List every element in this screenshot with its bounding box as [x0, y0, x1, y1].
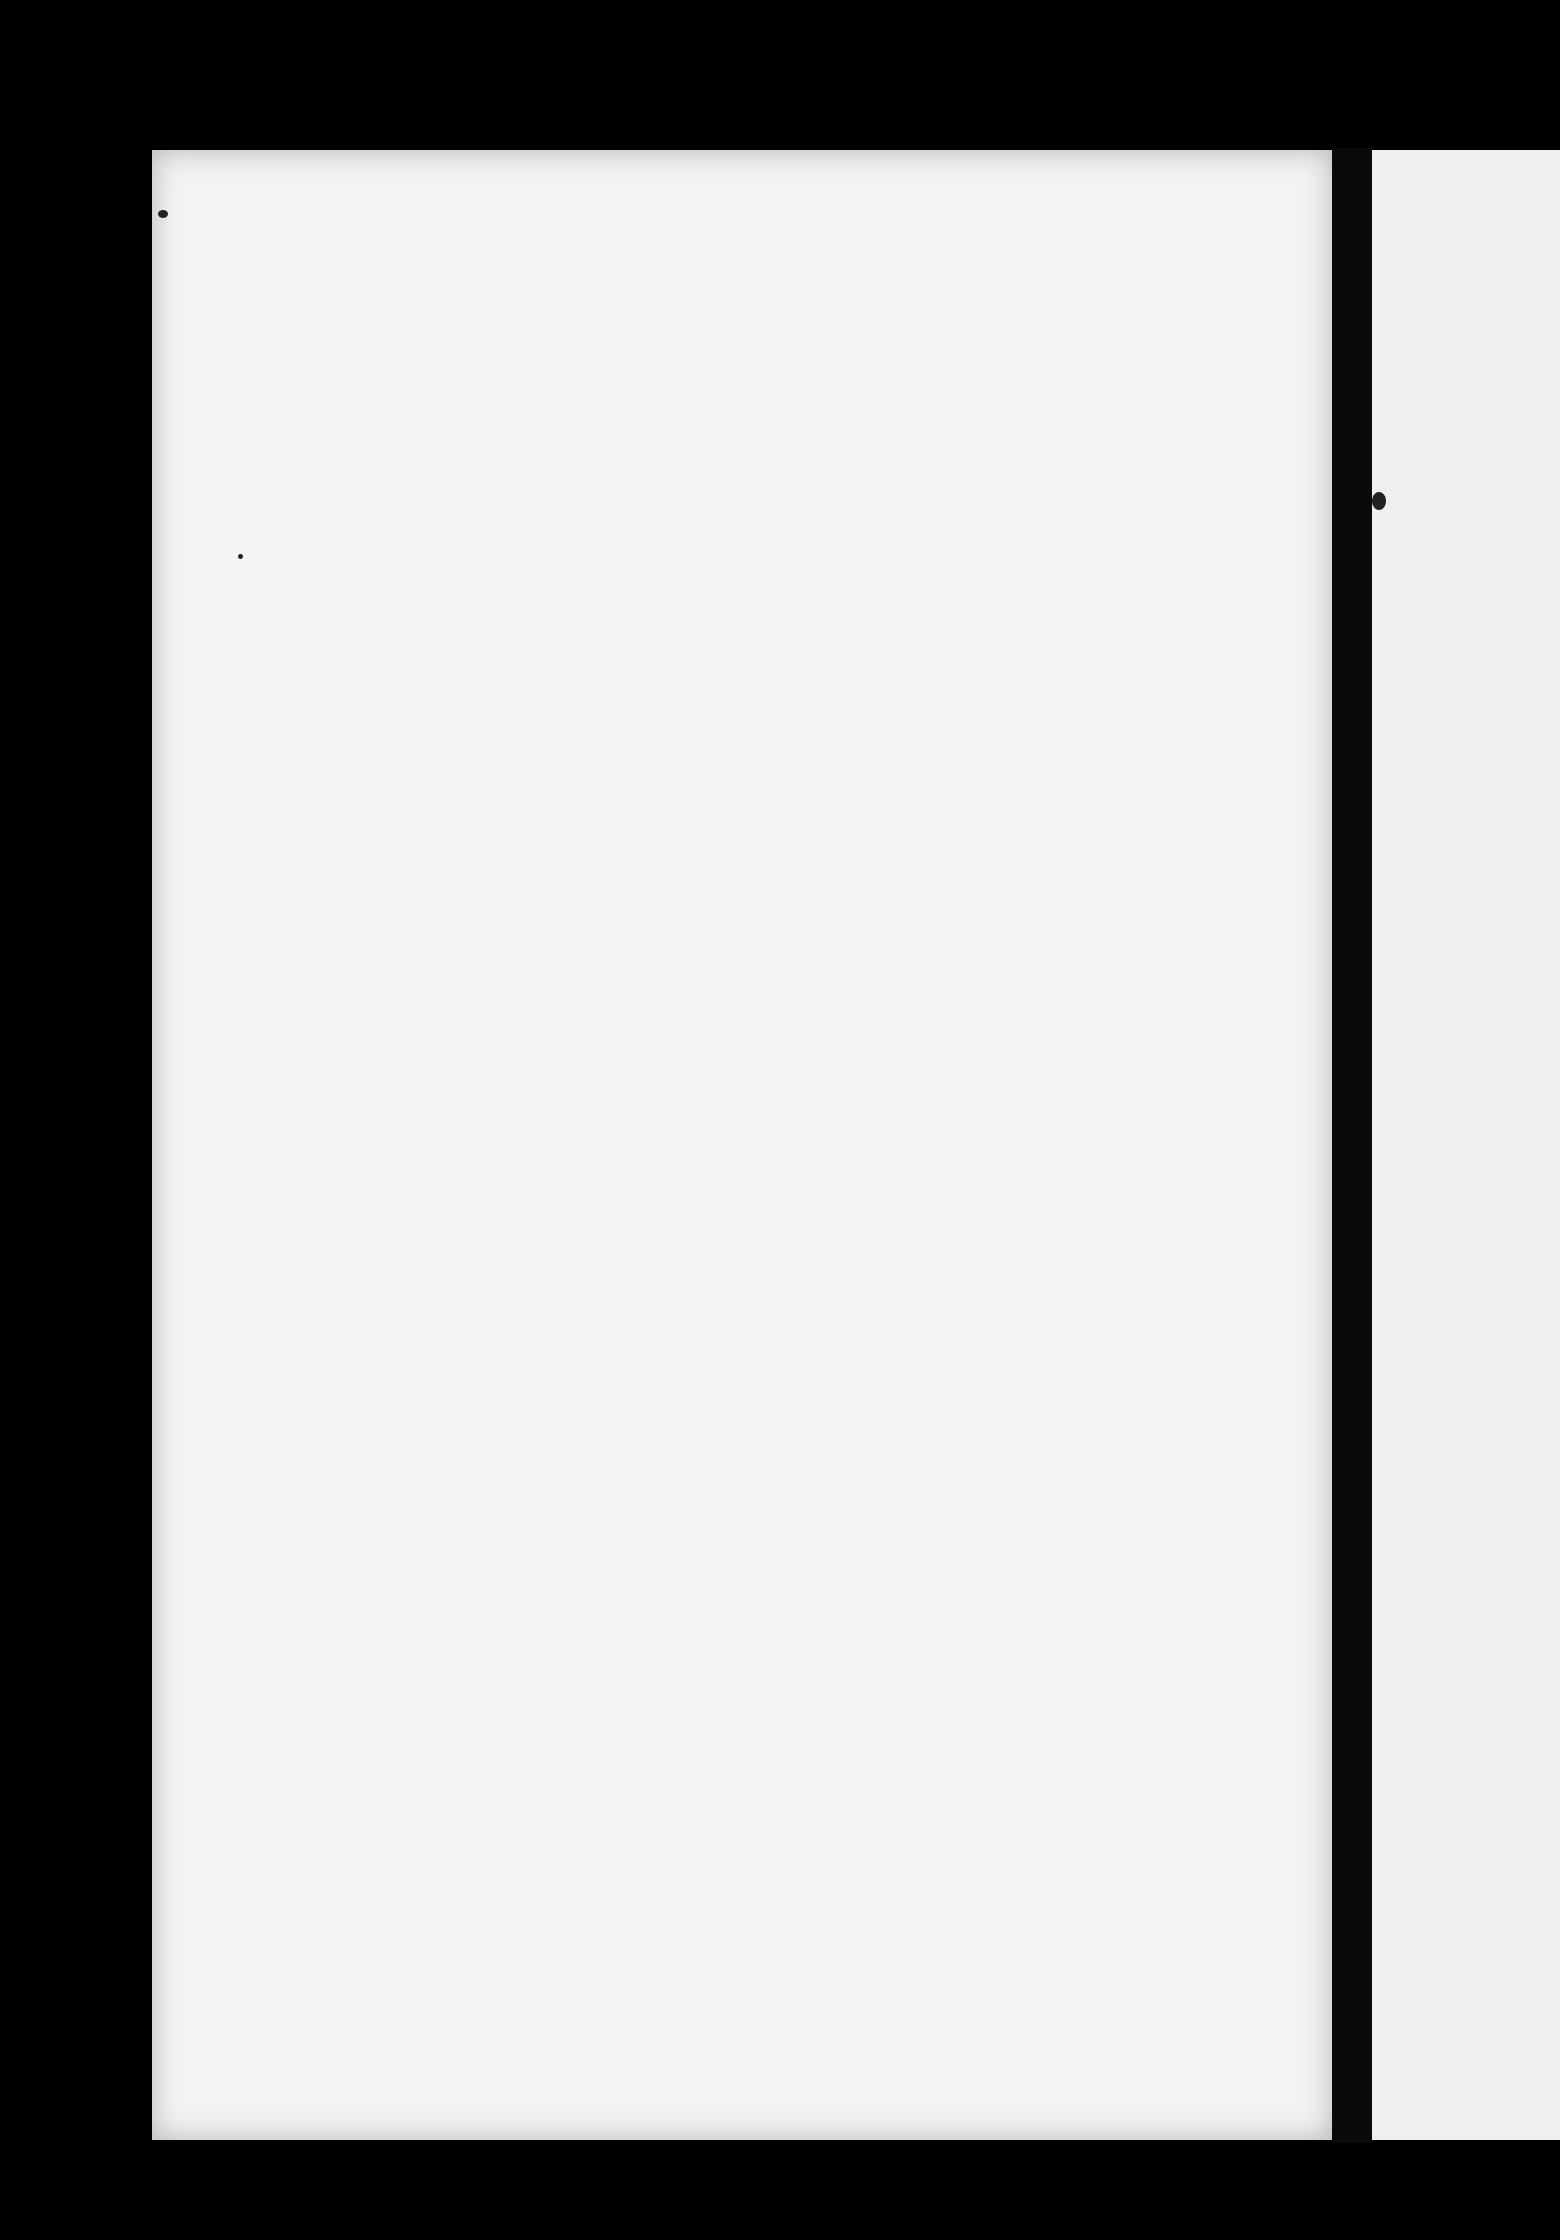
ink-spot	[238, 554, 243, 559]
book-gutter	[1332, 148, 1372, 2143]
ink-spot	[1372, 492, 1386, 510]
facing-page	[1372, 150, 1560, 2140]
left-page	[152, 150, 1332, 2140]
ink-spot	[158, 210, 168, 218]
